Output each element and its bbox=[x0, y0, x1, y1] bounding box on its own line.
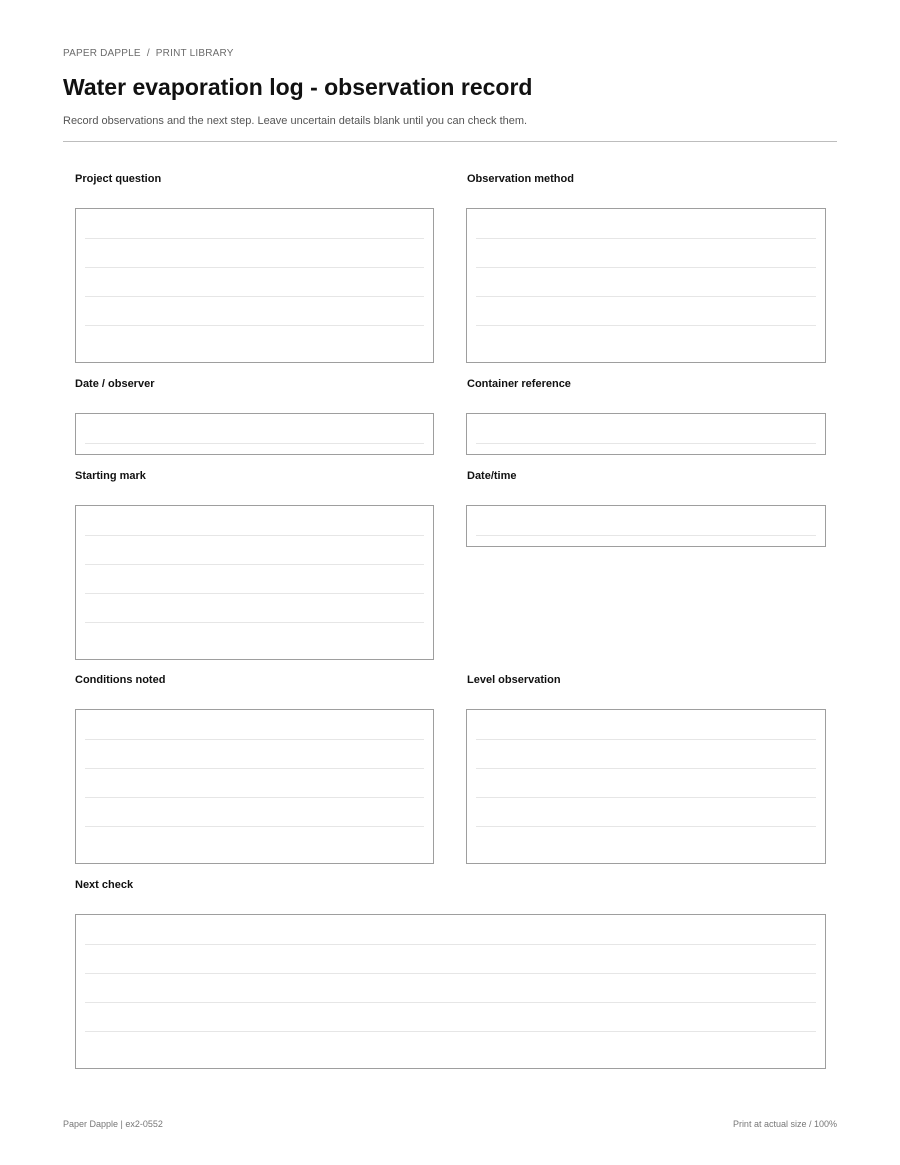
writing-line bbox=[85, 535, 424, 536]
writing-line bbox=[476, 826, 816, 827]
next-check-label: Next check bbox=[75, 879, 134, 891]
next-check-field[interactable] bbox=[75, 914, 826, 1069]
writing-line bbox=[85, 973, 816, 974]
level-observation-label: Level observation bbox=[467, 674, 561, 686]
writing-line bbox=[476, 797, 816, 798]
breadcrumb-brand: PAPER DAPPLE bbox=[63, 48, 141, 59]
writing-line bbox=[476, 296, 816, 297]
writing-line bbox=[85, 593, 424, 594]
page-title: Water evaporation log - observation record bbox=[63, 74, 533, 100]
starting-mark-field[interactable] bbox=[75, 505, 434, 660]
conditions-noted-label: Conditions noted bbox=[75, 674, 166, 686]
instructions-text: Record observations and the next step. Leave uncertain details blank until you can check them. bbox=[63, 115, 528, 127]
writing-line bbox=[476, 267, 816, 268]
writing-line bbox=[85, 443, 424, 444]
writing-line bbox=[85, 238, 424, 239]
footer-reference: Paper Dapple | ex2-0552 bbox=[63, 1119, 163, 1129]
conditions-noted-field[interactable] bbox=[75, 709, 434, 864]
writing-line bbox=[85, 564, 424, 565]
writing-line bbox=[476, 535, 816, 536]
breadcrumb bbox=[63, 48, 234, 59]
date-time-field[interactable] bbox=[466, 505, 826, 547]
header-divider bbox=[63, 141, 837, 142]
observation-method-field[interactable] bbox=[466, 208, 826, 363]
starting-mark-label: Starting mark bbox=[75, 470, 146, 482]
writing-line bbox=[85, 325, 424, 326]
container-reference-field[interactable] bbox=[466, 413, 826, 455]
writing-line bbox=[85, 622, 424, 623]
writing-line bbox=[476, 768, 816, 769]
level-observation-field[interactable] bbox=[466, 709, 826, 864]
project-question-field[interactable] bbox=[75, 208, 434, 363]
container-reference-label: Container reference bbox=[467, 378, 571, 390]
writing-line bbox=[85, 1031, 816, 1032]
date-observer-field[interactable] bbox=[75, 413, 434, 455]
observation-method-label: Observation method bbox=[467, 173, 574, 185]
writing-line bbox=[85, 826, 424, 827]
writing-line bbox=[476, 739, 816, 740]
breadcrumb-separator: / bbox=[146, 48, 150, 59]
writing-line bbox=[476, 238, 816, 239]
breadcrumb-section: PRINT LIBRARY bbox=[155, 48, 234, 59]
writing-line bbox=[85, 768, 424, 769]
writing-line bbox=[85, 797, 424, 798]
project-question-label: Project question bbox=[75, 173, 162, 185]
footer-print-note: Print at actual size / 100% bbox=[732, 1119, 837, 1129]
writing-line bbox=[85, 1002, 816, 1003]
date-observer-label: Date / observer bbox=[75, 378, 155, 390]
date-time-label: Date/time bbox=[467, 470, 517, 482]
writing-line bbox=[85, 739, 424, 740]
writing-line bbox=[476, 443, 816, 444]
writing-line bbox=[476, 325, 816, 326]
writing-line bbox=[85, 267, 424, 268]
writing-line bbox=[85, 296, 424, 297]
writing-line bbox=[85, 944, 816, 945]
